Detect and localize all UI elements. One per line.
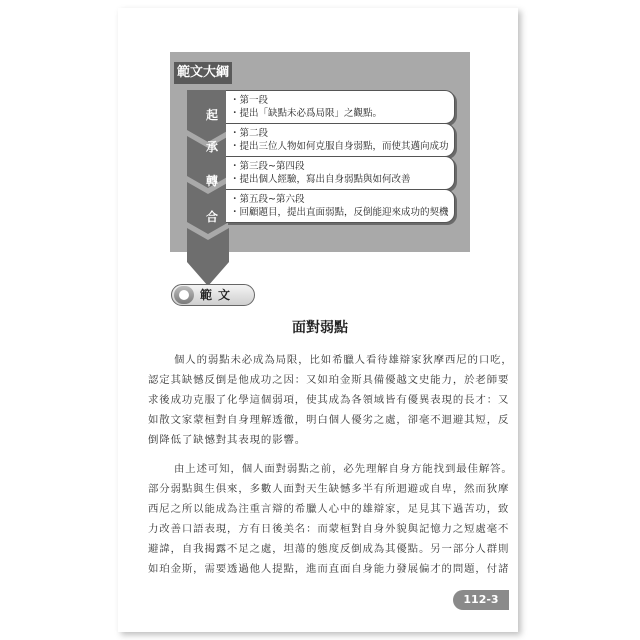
outline-row-line: ・回顧題目，提出直面弱點，反倒能迎來成功的契機 xyxy=(230,207,449,218)
stage-label: 起 xyxy=(205,108,218,122)
paragraph-line: 由上述可知，個人面對弱點之前，必先理解自身方能找到最佳解答。 xyxy=(174,463,513,475)
paragraph-line: 部分弱點與生俱來，多數人面對天生缺憾多半有所迴避或自卑，然而狄摩 xyxy=(148,483,510,495)
outline-row-line: ・第一段 xyxy=(230,95,269,106)
paragraph-line: 如珀金斯，需要透過他人提點，進而直面自身能力發展偏才的問題，付諸 xyxy=(148,563,510,575)
pen-icon xyxy=(174,286,194,304)
outline-row xyxy=(226,189,455,223)
paragraph-line: 西尼之所以能成為注重言辯的希臘人心中的雄辯家，足見其下過苦功，致 xyxy=(148,503,510,515)
section-label xyxy=(171,284,255,306)
outline-row-line: ・提出個人經驗，寫出自身弱點與如何改善 xyxy=(230,174,411,185)
paragraph-line: 認定其缺憾反倒是他成功之因：又如珀金斯具備優越文史能力，於老師要 xyxy=(148,374,510,386)
essay-title: 面對弱點 xyxy=(292,320,348,336)
outline-row-line: ・第二段 xyxy=(230,128,269,139)
paragraph-line: 力改善口語表現，方有日後美名：而蒙桓對自身外貌與記憶力之短處毫不 xyxy=(148,523,510,535)
paragraph-line: 倒降低了缺憾對其表現的影響。 xyxy=(148,434,307,446)
page-number: 112-3 xyxy=(453,590,509,610)
outline-title: 範文大綱 xyxy=(174,62,232,84)
outline-row-line: ・第三段~第四段 xyxy=(230,161,305,172)
paragraph-line: 個人的弱點未必成為局限，比如希臘人看待雄辯家狄摩西尼的口吃， xyxy=(174,354,513,366)
paragraph-line: 如散文家蒙桓對自身理解透徹，明白個人優劣之處，卻毫不迴避其短，反 xyxy=(148,414,510,426)
outline-row xyxy=(226,156,455,190)
stage-label: 合 xyxy=(205,210,218,224)
stage-label: 轉 xyxy=(205,174,218,188)
outline-row-line: ・提出三位人物如何克服自身弱點，而使其邁向成功 xyxy=(230,141,449,152)
outline-row xyxy=(226,123,455,157)
paragraph-line: 避諱，自我揭露不足之處，坦蕩的態度反倒成為其優點。另一部分人群則 xyxy=(148,543,510,555)
outline-box xyxy=(170,52,470,252)
section-label-text: 範文 xyxy=(200,288,237,302)
outline-row-line: ・第五段~第六段 xyxy=(230,194,305,205)
paragraph-line: 求後成功克服了化學這個弱項，使其成為各領域皆有優異表現的長才：又 xyxy=(148,394,510,406)
outline-row-line: ・提出「缺點未必爲局限」之觀點。 xyxy=(230,108,383,119)
outline-row xyxy=(226,90,455,124)
stage-label: 承 xyxy=(205,140,218,154)
